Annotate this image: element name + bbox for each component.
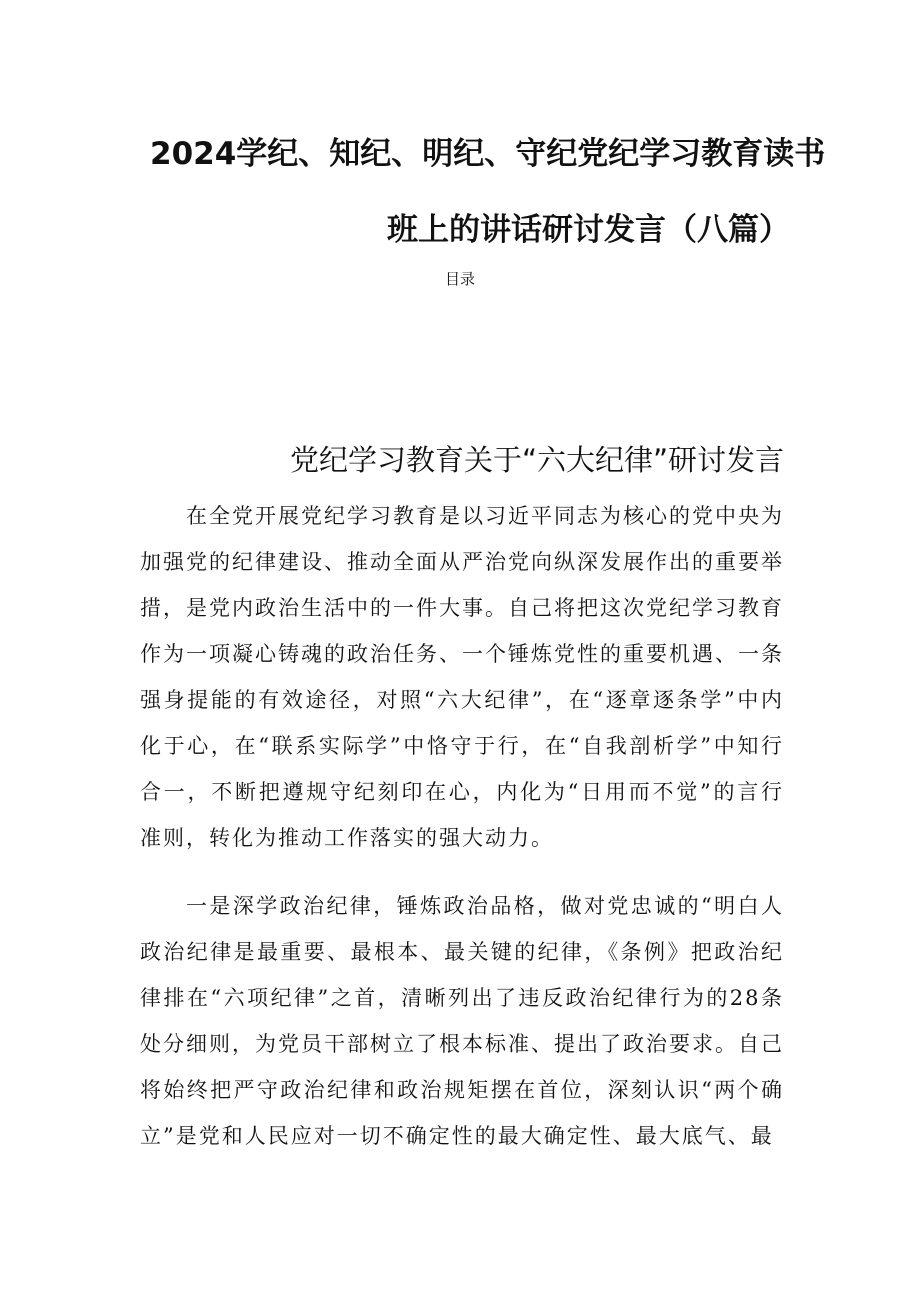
document-title-line-1: 2024学纪、知纪、明纪、守纪党纪学习教育读书 bbox=[150, 136, 826, 172]
body-paragraph: 一是深学政治纪律，锤炼政治品格，做对党忠诚的“明白人政治纪律是最重要、最根本、最关键的纪律，《条例》把政治纪律排在“六项纪律”之首，清晰列出了违反政治纪律行为的28条处分细则，为党员干部树立了根本标准、提出了政治要求。自己将始终把严守政治纪律和政治规矩摆在首位，深刻认识“两个确立”是党和人民应对一切不确定性的最大确定性、最大底气、最 bbox=[140, 894, 784, 1148]
table-of-contents-label: 目录 bbox=[444, 270, 475, 288]
document-title-line-2: 班上的讲话研讨发言（八篇） bbox=[387, 212, 790, 248]
body-paragraph: 在全党开展党纪学习教育是以习近平同志为核心的党中央为加强党的纪律建设、推动全面从严治党向纵深发展作出的重要举措，是党内政治生活中的一件大事。自己将把这次党纪学习教育作为一项凝心铸魂的政治任务、一个锤炼党性的重要机遇、一条强身提能的有效途径，对照“六大纪律”，在“逐章逐条学”中内化于心，在“联系实际学”中恪守于行，在“自我剖析学”中知行合一，不断把遵规守纪刻印在心，内化为“日用而不觉”的言行准则，转化为推动工作落实的强大动力。 bbox=[140, 504, 784, 850]
section-heading: 党纪学习教育关于“六大纪律”研讨发言 bbox=[289, 443, 784, 477]
